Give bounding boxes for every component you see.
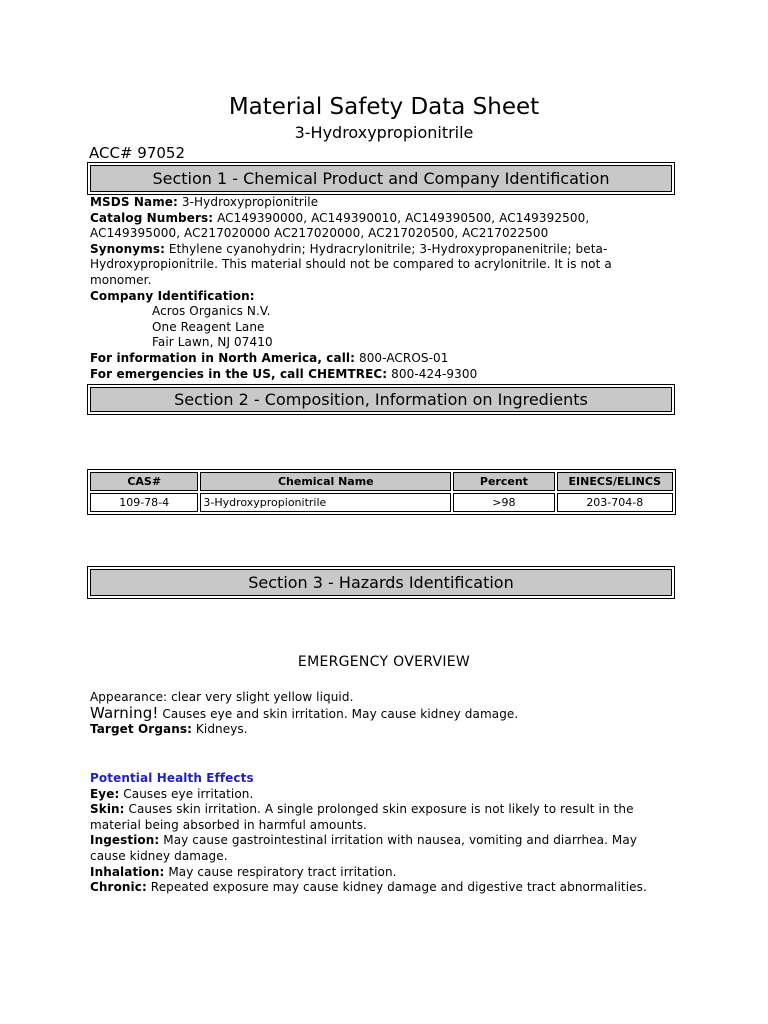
cell-percent: >98 [453,493,554,512]
section-2-header [87,384,675,415]
na-contact-label: For information in North America, call: [90,350,356,365]
document-subtitle: 3-Hydroxypropionitrile [294,123,474,142]
inhalation-label: Inhalation: [90,864,165,879]
target-organs-value: Kidneys. [192,722,248,737]
skin-label: Skin: [90,802,125,817]
company-label [90,289,676,305]
company-line-2: One Reagent Lane [152,319,265,334]
section-1-heading: Section 1 - Chemical Product and Company Identification [90,165,672,192]
emergency-overview-body [90,690,676,738]
section-3-heading: Section 3 - Hazards Identification [90,569,672,596]
document-title: Material Safety Data Sheet [228,94,540,120]
col-einecs: EINECS/ELINCS [557,472,673,491]
synonyms-row [90,242,676,289]
synonyms-label: Synonyms: [90,241,165,256]
skin-value: Causes skin irritation. A single prolonged skin exposure is not likely to result in the material being absorbed in harmful amounts. [90,802,634,832]
emergency-contact-label: For emergencies in the US, call CHEMTREC: [90,366,388,381]
target-organs-row [90,722,676,738]
cell-chemical-name: 3-Hydroxypropionitrile [200,493,451,512]
chronic-value: Repeated exposure may cause kidney damage and digestive tract abnormalities. [146,880,647,895]
catalog-row [90,211,676,227]
catalog-value-2: AC149395000, AC217020000 AC217020000, AC217020500, AC217022500 [90,226,549,241]
company-label-text: Company Identification: [90,288,255,303]
synonyms-value: Ethylene cyanohydrin; Hydracrylonitrile; 3-Hydroxypropanenitrile; beta-Hydroxypropionitrile. This material should not be compared to acrylonitrile. It is not a monomer. [90,241,612,287]
ingestion-value: May cause gastrointestinal irritation with nausea, vomiting and diarrhea. May cause kidney damage. [90,833,638,863]
eye-label: Eye: [90,786,120,801]
chronic-row [90,880,676,896]
catalog-label: Catalog Numbers: [90,210,214,225]
section-2-heading: Section 2 - Composition, Information on Ingredients [90,387,672,412]
warning-text: Causes eye and skin irritation. May cause kidney damage. [158,706,519,721]
ingestion-label: Ingestion: [90,833,160,848]
section-1-header [87,162,675,195]
col-chemical-name: Chemical Name [200,472,451,491]
health-effects-heading: Potential Health Effects [90,771,254,785]
ingestion-row [90,833,676,864]
emergency-overview-title: EMERGENCY OVERVIEW [297,654,471,670]
eye-row [90,787,676,803]
emergency-contact-row [90,367,676,383]
skin-row [90,802,676,833]
company-line-1: Acros Organics N.V. [152,304,271,319]
msds-name-label: MSDS Name: [90,195,178,209]
cell-einecs: 203-704-8 [557,493,673,512]
acc-number: ACC# 97052 [89,144,185,162]
company-line-3: Fair Lawn, NJ 07410 [152,335,273,350]
col-percent: Percent [453,472,554,491]
cell-cas: 109-78-4 [90,493,198,512]
inhalation-value: May cause respiratory tract irritation. [164,864,397,879]
na-contact-row [90,351,676,367]
emergency-contact-value: 800-424-9300 [387,366,478,381]
msds-name-row [90,195,676,211]
section-3-header [87,566,675,599]
section-1-body [90,195,676,382]
table-header-row [90,472,673,491]
col-cas: CAS# [90,472,198,491]
warning-row [90,703,676,723]
catalog-value-1: AC149390000, AC149390010, AC149390500, AC149392500, [213,210,590,225]
health-effects-body [90,771,676,896]
warning-label: Warning! [90,703,159,722]
eye-value: Causes eye irritation. [119,786,254,801]
chronic-label: Chronic: [90,880,147,895]
inhalation-row [90,865,676,881]
ingredients-table [87,469,676,515]
table-row [90,493,673,512]
target-organs-label: Target Organs: [90,722,192,737]
appearance-text: Appearance: clear very slight yellow liquid. [90,690,354,704]
na-contact-value: 800-ACROS-01 [355,350,449,365]
msds-name-value: 3-Hydroxypropionitrile [177,195,319,209]
